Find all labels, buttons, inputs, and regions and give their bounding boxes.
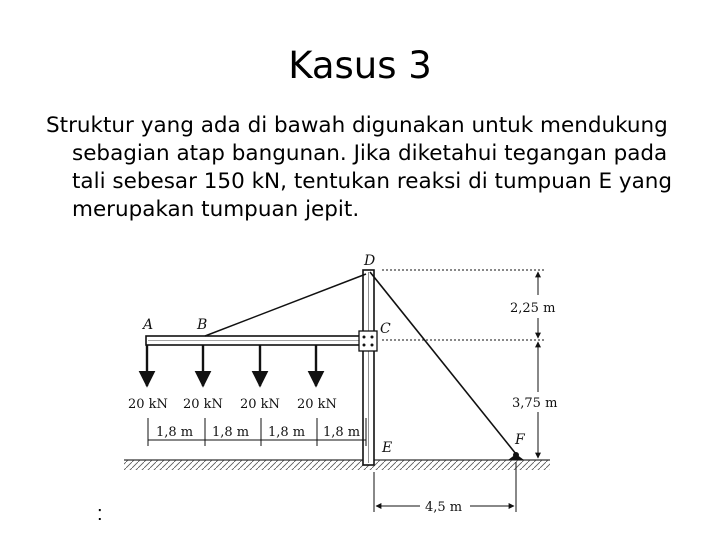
support-F [508, 452, 524, 460]
spacing-label-4: 1,8 m [323, 425, 361, 440]
problem-line-3: tali sebesar 150 kN, tentukan reaksi di tumpuan E yang [72, 169, 673, 194]
load-label-4: 20 kN [297, 397, 337, 412]
footer-mark: : [97, 503, 103, 525]
dim-upper-label: 2,25 m [510, 301, 556, 316]
beam-AC [146, 336, 364, 345]
spacing-label-1: 1,8 m [156, 425, 194, 440]
column-DE [363, 270, 374, 465]
ground [124, 460, 550, 470]
slide-title: Kasus 3 [288, 44, 432, 87]
cable-DF [370, 272, 516, 454]
problem-line-4: merupakan tumpuan jepit. [72, 197, 360, 222]
load-label-2: 20 kN [183, 397, 223, 412]
point-label-C: C [380, 321, 391, 337]
cable-BD [205, 274, 366, 336]
spacing-label-3: 1,8 m [268, 425, 306, 440]
point-label-E: E [382, 440, 393, 456]
point-label-B: B [197, 317, 208, 333]
load-arrows [147, 345, 316, 386]
dim-lower-label: 3,75 m [512, 396, 558, 411]
point-label-F: F [515, 432, 525, 448]
problem-line-1: Struktur yang ada di bawah digunakan untuk mendukung [46, 113, 668, 138]
problem-line-2: sebagian atap bangunan. Jika diketahui tegangan pada [72, 141, 668, 166]
load-label-1: 20 kN [128, 397, 168, 412]
spacing-label-2: 1,8 m [212, 425, 250, 440]
connection-C [359, 331, 377, 351]
load-label-3: 20 kN [240, 397, 280, 412]
vertical-dimension [382, 270, 545, 458]
point-label-A: A [143, 317, 154, 333]
dim-horizontal-label: 4,5 m [425, 500, 463, 515]
point-label-D: D [364, 253, 376, 269]
